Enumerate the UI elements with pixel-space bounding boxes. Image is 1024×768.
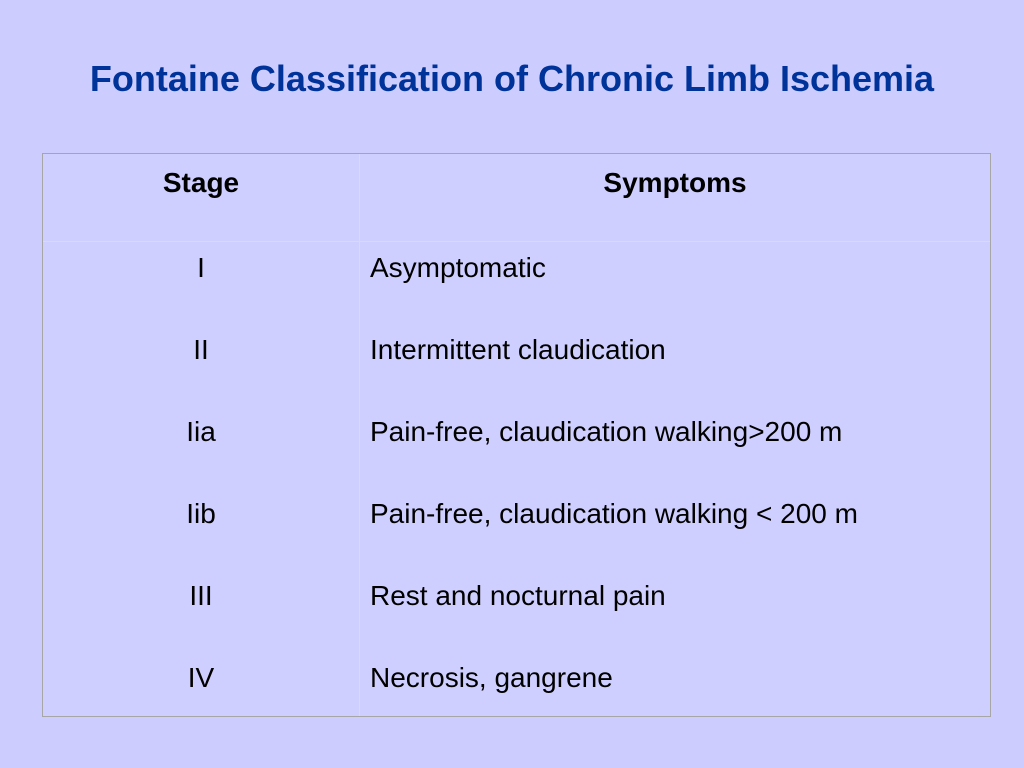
column-header-symptoms: Symptoms (603, 167, 747, 198)
column-header-stage: Stage (162, 167, 240, 198)
stage-cell: Iib (186, 498, 216, 529)
symptom-cell: Intermittent claudication (370, 334, 666, 365)
symptom-cell: Pain-free, claudication walking < 200 m (370, 498, 858, 529)
symptom-cell: Pain-free, claudication walking>200 m (370, 416, 843, 447)
slide-title: Fontaine Classification of Chronic Limb Ischemia (89, 58, 935, 99)
header-divider (43, 241, 990, 242)
stage-cell: III (189, 580, 213, 611)
symptom-cell: Rest and nocturnal pain (370, 580, 666, 611)
stage-column (43, 251, 359, 743)
stage-cell: II (193, 334, 209, 365)
stage-cell: Iia (186, 416, 216, 447)
column-divider (359, 154, 360, 716)
symptom-cell: Asymptomatic (370, 252, 546, 283)
symptoms-column (370, 251, 980, 743)
stage-cell: IV (187, 662, 215, 693)
symptom-cell: Necrosis, gangrene (370, 662, 613, 693)
fontaine-table (42, 153, 991, 717)
stage-cell: I (197, 252, 205, 283)
